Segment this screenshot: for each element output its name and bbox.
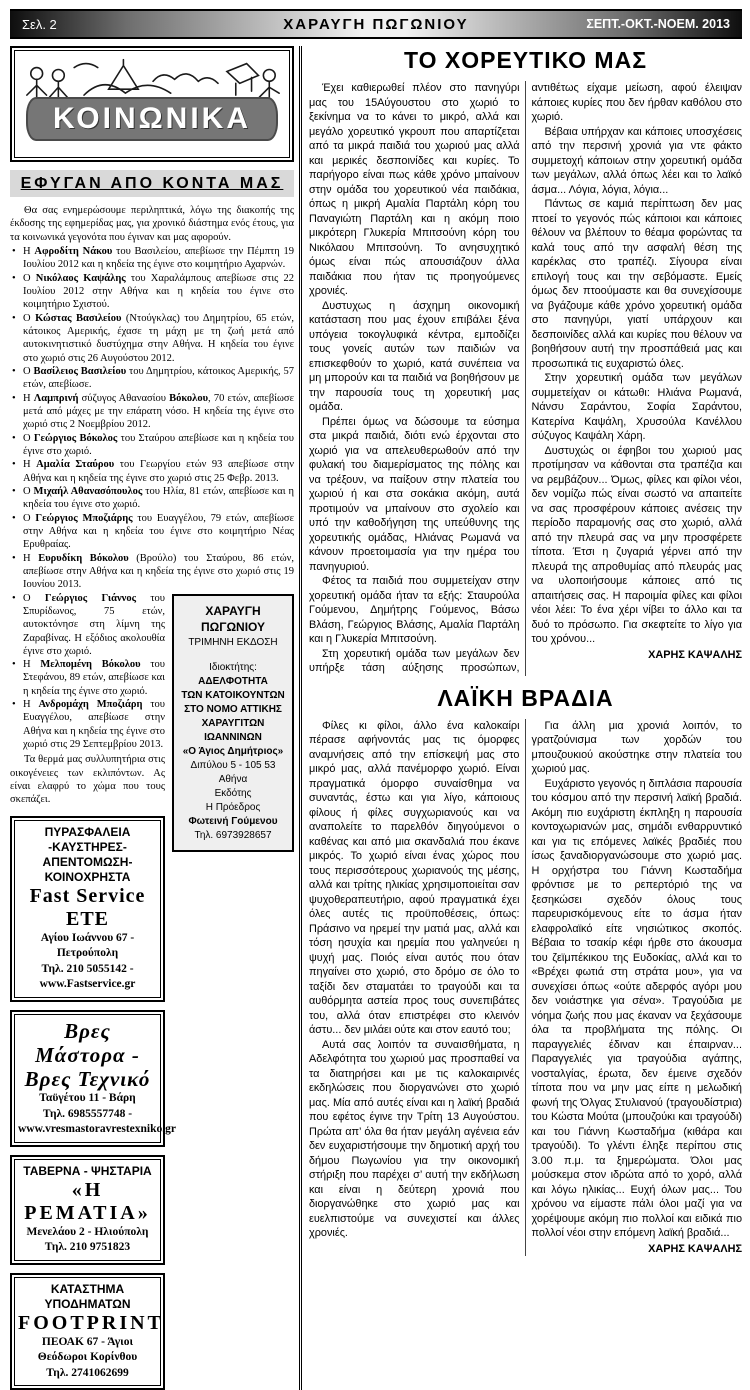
publication-info-line: ΠΩΓΩΝΙΟΥ [200, 620, 266, 635]
article-signature: ΧΑΡΗΣ ΚΑΨΑΛΗΣ [648, 648, 742, 661]
publication-info-line: Η Πρόεδρος [205, 802, 261, 814]
article-paragraph: Αυτά σας λοιπόν τα συναισθήματα, η Αδελφότητα του χωριού μας προσπαθεί να τα διατηρήσει και με τις καλοκαιρινές εκδηλώσεις που διοργανώνει στο χωριό μας. Μία από αυτές είναι και η λαϊκή βραδιά που εφέτος έγινε την Τρίτη 13 Αυγούστου. Πρώτα απ’ όλα θα ήταν μεγάλη αγένεια εάν δεν ευχαριστήσουμε την δημοτική αρχή του δήμου Πωγωνίου για την οικονομική στήριξη που παρέχει σ’ αυτή την εκδήλωση και είναι η δεύτερη χρονιά που διοργανώθηκε στο χωριό μας και ευελπιστούμε να συνεχιστεί και άλλες χρονιές. [309, 1038, 520, 1239]
article-paragraph: Ευχάριστο γεγονός η διπλάσια παρουσία του κόσμου από την περσινή λαϊκή βραδιά. Ακόμη πιο ευχάριστη έκπληξη η παρουσία κοντοχωριανών μας, σημάδι ενθαρρυντικό και για τις επόμενες λαϊκές βραδιές που ίσως ξαναδιοργανώσουμε στο χωριό μας. Η ορχήστρα του Γιάννη Κωσταδήμα φρόντισε με το ρεπερτόριό της να ξεσηκώσει σχεδόν όλους τους παρευρισκόμενους είτε το άσμα ήταν ελαφρολαϊκό είτε νησιώτικος σκοπός. Βέβαια το τσακίρ κέφι ήρθε στο άκουσμα του ζεϊμπέκικου της Ευδοκίας, αλλά και το «Βρέχει φωτιά στη στράτα μου», για να συνεχίσει όπως «ούτε αδερφός αγόρι μου δεν νοιάστηκε για σένα». Τραγούδια με νόημα ζωής που μας έκαναν να ξεχάσουμε όλα τα προβλήματα της πόλης. Οι παραγγελιές έδιναν και έπαιρναν... Παραγγελιές για τραγούδια αγάπης, νοσταλγίας, έρωτα, δεν έμεινε σχεδόν τίποτα που να μην μας είπε η μελωδική φωνή της Όλγας Στυλιανού (τραγουδίστρια) του Κώστα Μούτα (μπουζούκι και τραγούδι) και του Γιάννη Κωσταδήμα (κιθάρα και τραγούδι). Το γλέντι έληξε περίπου στις 3.00 π.μ. τα ξημερώματα. Όλοι μας μούσκεμα στον ιδρώτα από το χορό, αλλά και λόγω ηλικίας... Ευχή όλων μας... Του χρόνου να είμαστε πάλι όλοι μαζί για να χορέψουμε ακόμη πιο πολλοί και ειδικά πιο πολλοί νέοι στην επόμενη λαϊκή βραδιά... [531, 777, 743, 1239]
page-number: Σελ. 2 [22, 16, 57, 32]
ad-business-name: FOOTPRINT [18, 1311, 164, 1334]
ad-business-name: Fast Service ETE [29, 884, 146, 930]
koinonika-box [10, 46, 294, 162]
ad-business-name: Βρες Μάστορα - Βρες Τεχνικό [24, 1018, 151, 1092]
masthead-title: ΧΑΡΑΥΓΗ ΠΩΓΩΝΙΟΥ [283, 15, 469, 33]
ad-address: Μενελάου 2 - Ηλιούπολη [26, 1225, 149, 1238]
article-paragraph: Πρέπει όμως να δώσουμε τα εύσημα στα μικρά παιδιά, διότι ενώ έρχονται στο χωριό για να απελευθερωθούν από την φυλακή του διαμερίσματος της πόλης και να τρέξουν, να παίξουν στην πλατεία του χωριού ή και στα σοκάκια ακόμη, αυτά προτιμούν να μπαίνουν στο σχολείο και υπό την καθοδήγηση της υπεύθυνης της χορευτικής ομάδας, Ηλιάνας Ρωμανά να κάνουν προετοιμασία για την ημέρα του πανηγυριού. [309, 415, 520, 573]
article-paragraph: Φίλες κι φίλοι, άλλο ένα καλοκαίρι πέρασε αφήνοντάς μας τις όμορφες αναμνήσεις από την επίσκεψή μας στο μικρό μας, αλλά πανέμορφο χωριό. Είναι πραγματικά όμορφο συναίσθημα να συναντάς, έστω και για λίγο, κάποιους φίλους ή φίλες συγχωριανούς και να αναπολείτε το παρελθόν διηγούμενοι ο καθένας και από μια σκανδαλιά που έκανε μικρός. Το χωριό είναι ένας χώρος που τους περισσότερους χωριανούς της μέσης, αλλά και τρίτης ηλικίας χρησιμοποιείται σαν ψυχοθεραπευτήριο, αφού πραγματικά έχει όλες αυτές τις προϋποθέσεις, όπως: Πράσινο να ηρεμεί την ματιά μας, αλλά και τόση ησυχία και ηρεμία που γαληνεύει η ψυχή μας. Ποιός είναι αυτός που όταν πηγαίνει στο χωριό, στο δρόμο σε όλο το ταξίδι δεν σταματάει το τραγούδι και τα αυθόρμητα αστεία προς τους συνεπιβάτες του, αλλά όταν επιστρέφει στο κλεινόν άστυ... δεν μιλάει ούτε και στον εαυτό του; [309, 719, 520, 1036]
article-body [309, 81, 742, 676]
ad-fast-service [10, 816, 165, 1002]
koinonika-banner: ΚΟΙΝΩΝΙΚΑ [26, 97, 278, 141]
ad-category: ΠΥΡΑΣΦΑΛΕΙΑ -ΚΑΥΣΤΗΡΕΣ-ΑΠΕΝΤΟΜΩΣΗ-ΚΟΙΝΟΧΡΗΣΤΑ [42, 824, 133, 884]
publication-info-line: ΧΑΡΑΥΓΙΤΩΝ ΙΩΑΝΝΙΝΩΝ [201, 718, 265, 744]
ad-vres-mastora [10, 1010, 176, 1147]
obituary-item: • Η Ευρυδίκη Βόκολου (Βρούλο) του Σταύρου, 86 ετών, απεβίωσε στην Αθήνα και η κηδεία της έγινε στο χωριό στις 19 Ιουνίου 2013. [10, 552, 294, 592]
ad-business-name: «Η ΡΕΜΑΤΙΑ» [24, 1178, 151, 1224]
obituary-item: • Ο Νικόλαος Καψάλης του Χαραλάμπους απεβίωσε στις 22 Ιουλίου 2012 στην Αθήνα και η κηδεία του έγινε στο κοιμητήριο Σχιστού. [10, 272, 294, 312]
ad-phone: Τηλ. 6985557748 - www.vresmastoravrestexniko.gr [18, 1107, 176, 1136]
publication-info-line: ΑΔΕΛΦΟΤΗΤΑ [198, 676, 268, 688]
obituary-item: • Η Ανδρομάχη Μποζιάρη του Ευαγγέλου, απεβίωσε στην Αθήνα και η κηδεία της έγινε στο χωριό στις 29 Σεπτεμβρίου 2013. [10, 698, 294, 751]
article-dance-group [309, 47, 742, 676]
obituaries-heading: ΕΦΥΓΑΝ ΑΠΟ ΚΟΝΤΑ ΜΑΣ [10, 170, 294, 197]
obituary-item: • Η Αμαλία Σταύρου του Γεωργίου ετών 93 απεβίωσε στην Αθήνα και η κηδεία της έγινε στο χωριό στις 25 Φεβρ. 2013. [10, 458, 294, 485]
ad-phone: Τηλ. 210 5055142 - www.Fastservice.gr [39, 962, 136, 991]
article-paragraph: Στη χορευτική ομάδα των μεγάλων δεν υπήρξε τάση αύξησης προσώπων, αντιθέτως είχαμε μείωση, αφού έλειψαν κάποιες κυρίες που δεν ήρθαν καθόλου στο χωριό. [309, 82, 742, 674]
publication-info-line: ΧΑΡΑΥΓΗ [205, 603, 261, 618]
article-paragraph: Για άλλη μια χρονιά λοιπόν, το γρατζούνισμα των χορδών του μπουζουκιού ακούστηκε στην πλατεία του χωριού μας. [531, 719, 742, 775]
obituaries-section [10, 204, 294, 842]
article-paragraph: Έχει καθιερωθεί πλέον στο πανηγύρι μας του 15Αύγουστου στο χωριό το ξεκίνημα να το κάνει το μικρό, αλλά και μεγάλο χορευτικό γκρουπ που απαρτίζεται από τα μικρά παιδιά του χωριού μας αλλά και μερικές δεσποινίδες και κυρίες. Το παρήγορο είναι πως κάθε χρόνο μπαίνουν στην ομάδα του χορευτικού νέα παιδάκια, όπως η μικρή Αμαλία Παρτάλη κόρη του Παναγιώτη Παρτάλη και η ακόμη ποιο μικρότερη Γλυκερία Μπιτσούνη κόρη του Νικόλαου Μπιτσούνη. Το ανησυχητικό όμως είναι πώς απουσιάζουν άλλα παιδάκια που ήταν τις προηγούμενες χρονιές. [309, 82, 520, 297]
obituary-list-narrow [10, 592, 294, 752]
obituary-item: • Ο Γεώργιος Βόκολος του Σταύρου απεβίωσε και η κηδεία του έγινε στο χωριό. [10, 432, 294, 459]
publication-info-line: ΤΩΝ ΚΑΤΟΙΚΟΥΝΤΩΝ [181, 690, 285, 702]
publication-info-line: Διπύλου 5 - 105 53 Αθήνα [190, 760, 276, 786]
masthead-bar [10, 9, 742, 39]
ad-address: Αγίου Ιωάννου 67 - Πετρούπολη [40, 931, 135, 960]
article-title: ΤΟ ΧΟΡΕΥΤΙΚΟ ΜΑΣ [403, 47, 647, 73]
obituary-item: • Ο Κώστας Βασιλείου (Ντούγκλας) του Δημητρίου, 65 ετών, κάτοικος Αμερικής, έχασε τη μάχη με τη ζωή μετά από αυτοκινητιστικό δυστύχημα στην Αθήνα. Η κηδεία του έγινε στο χωριό στις 26 Αυγούστου 2012. [10, 312, 294, 365]
obituary-item: • Η Μελπομένη Βόκολου του Στεφάνου, 89 ετών, απεβίωσε και η κηδεία της έγινε στο χωριό. [10, 658, 294, 698]
ad-rematia-tavern [10, 1155, 165, 1265]
publication-info-line: Τηλ. 6973928657 [194, 830, 272, 842]
article-title: ΛΑΪΚΗ ΒΡΑΔΙΑ [437, 684, 614, 711]
ad-footprint-shoes [10, 1273, 165, 1390]
left-column [10, 46, 294, 1390]
publication-info-line: Ιδιοκτήτης: [209, 662, 257, 674]
publication-info-line: Φωτεινή Γούμενου [188, 816, 278, 828]
publication-info-line: «Ο Άγιος Δημήτριος» [182, 746, 284, 758]
article-paragraph: Φέτος τα παιδιά που συμμετείχαν στην χορευτική ομάδα ήταν τα εξής: Σταυρούλα Γούμενου, Δημήτρης Γούμενος, Βάσω Βλάση, Γεώργιος Βλάσης, Αμαλία Παρτάλη και η Γλυκερία Μπιτσούνη. [309, 575, 520, 645]
article-paragraph: Στην χορευτική ομάδα των μεγάλων συμμετείχαν οι κάτωθι: Ηλιάνα Ρωμανά, Νάνσυ Σαράντου, Σοφία Σαράντου, Κατερίνα Καψάλη, Χρυσούλα Κανέλλου σύζυγος Καψάλη Χάρη. [531, 372, 742, 442]
issue-date: ΣΕΠΤ.-ΟΚΤ.-ΝΟΕΜ. 2013 [586, 17, 730, 31]
obituary-item: • Η Λαμπρινή σύζυγος Αθανασίου Βόκολου, 70 ετών, απεβίωσε μετά από μάχες με την επάρατη νόσο. Η κηδεία της έγινε στο χωριό στις 2 Νοεμβρίου 2012. [10, 392, 294, 432]
publication-info-line: Εκδότης [214, 788, 252, 800]
articles-column [299, 46, 742, 1390]
obituary-item: • Ο Γεώργιος Μποζιάρης του Ευαγγέλου, 79 ετών, απεβίωσε στην Αθήνα και η κηδεία του έγινε στο κοιμητήριο Νέας Ερυθραίας. [10, 512, 294, 552]
obituary-list-main [10, 245, 294, 592]
article-paragraph: Δυστυχως η άσχημη οικονομική κατάσταση που μας έχουν επιβάλει ξένα υπόγεια τοκογλυφικά κέντρα, εμποδίζει τους γονείς αυτών των παιδιών να επισκεφθούν το χωριό, κατά συνέπεια να μη μπορούν και τα παιδιά να βοηθήσουν με την παρουσία τους τη χορευτική μας ομάδα. [309, 299, 520, 413]
article-paragraph: Πάντως σε καμιά περίπτωση δεν μας πτοεί το γεγονός πώς κάποιοι και κάποιες θέλουν να βλέπουν το θέαμα φορώντας τα καλά τους από την ασφαλή θέση της καρέκλας στο τραπέζι. Σίγουρα είναι επιλογή τους και την σεβόμαστε. Εμείς όμως δεν πτοούμαστε και θα συνεχίσουμε να βγάζουμε κάθε χρόνο χορευτική ομάδα στο πανηγύρι, γιατί υπάρχουν και δεσποινίδες αλλά και κυρίες που θέλουν να βοηθήσουν αυτή την προσπάθειά μας και προσωπικά τις ευχαριστώ όλες. [531, 198, 742, 370]
obituary-item: • Ο Μιχαήλ Αθανασόπουλος του Ηλία, 81 ετών, απεβίωσε και η κηδεία του έγινε στο χωριό. [10, 485, 294, 512]
obituaries-closing: Τα θερμά μας συλλυπητήρια στις οικογένειες των εκλιπόντων. Ας είναι ελαφρύ το χώμα που τους σκεπάζει. [10, 754, 165, 806]
article-paragraph: Δυστυχώς οι έφηβοι του χωριού μας προτίμησαν να κάθονται στα τραπέζια και να ρεμβάζουν... Όμως, φίλες και φίλοι νέοι, δεν νομίζω πώς είναι σωστό να απαιτείτε να σας προσφέρουν κάποιες ανέσεις την περίοδο παραμονής σας στο χωριό, αλλά από την πλευρά σας να μην προσφέρετε τίποτα. Έτσι η ζυγαριά γέρνει από την πλευρά της απροθυμίας από πλευράς μας να υλοποιήσουμε κάποιες από τις απαιτήσεις σας. Η παροιμία φίλες και φίλοι νέοι λέει: Το ένα χέρι νίβει το άλλο και τα δυό το πρόσωπο. Για σκεφτείτε το λίγο για του χρόνου... [531, 444, 742, 645]
obituaries-intro: Θα σας ενημερώσουμε περιληπτικά, λόγω της διακοπής της έκδοσης της εφημερίδας μας, για χρονικό διάστημα ενός έτους, για τα κοινωνικά γεγονότα που έγιναν και μας αφορούν. [10, 205, 294, 243]
ad-category: ΤΑΒΕΡΝΑ - ΨΗΣΤΑΡΙΑ [23, 1163, 152, 1178]
obituary-item: • Ο Βασίλειος Βασιλείου του Δημητρίου, κάτοικος Αμερικής, 57 ετών, απεβίωσε. [10, 365, 294, 392]
obituary-item: • Η Αφροδίτη Νάκου του Βασιλείου, απεβίωσε την Πέμπτη 19 Ιουλίου 2012 και η κηδεία της έγινε στο κοιμητήριο Αχαρνών. [10, 245, 294, 272]
article-signature: ΧΑΡΗΣ ΚΑΨΑΛΗΣ [648, 1242, 742, 1255]
ad-address: Ταϋγέτου 11 - Βάρη [39, 1092, 136, 1105]
ad-address: ΠΕΟΑΚ 67 - Άγιοι Θεόδωροι Κορίνθου [37, 1335, 138, 1364]
ad-category: ΚΑΤΑΣΤΗΜΑ ΥΠΟΔΗΜΑΤΩΝ [44, 1281, 131, 1311]
article-paragraph: Βέβαια υπήρχαν και κάποιες υποσχέσεις από την περσινή χρονιά για ντε φάκτο συμμετοχή κάποιων στην χορευτική ομάδα των μεγάλων, αλλά όπως λέει και το λαϊκό άσμα... Λόγια, λόγια, λόγια... [531, 125, 742, 196]
article-laiki-vradia [309, 685, 742, 1257]
publication-info-line: ΣΤΟ ΝΟΜΟ ΑΤΤΙΚΗΣ [184, 704, 282, 716]
publication-info-line: ΤΡΙΜΗΝΗ ΕΚΔΟΣΗ [188, 637, 278, 649]
ad-phone: Τηλ. 210 9751823 [44, 1241, 131, 1254]
ad-phone: Τηλ. 2741062699 [46, 1366, 129, 1379]
article-body [309, 719, 742, 1257]
ads-section [10, 816, 176, 1390]
obituary-item: • Ο Γεώργιος Γιάννος του Σπυρίδωνος, 75 ετών, αυτοκτόνησε στη λίμνη της Ζαραβίνας. Η εξόδιος ακολουθία έγινε στο χωριό. [10, 592, 294, 659]
